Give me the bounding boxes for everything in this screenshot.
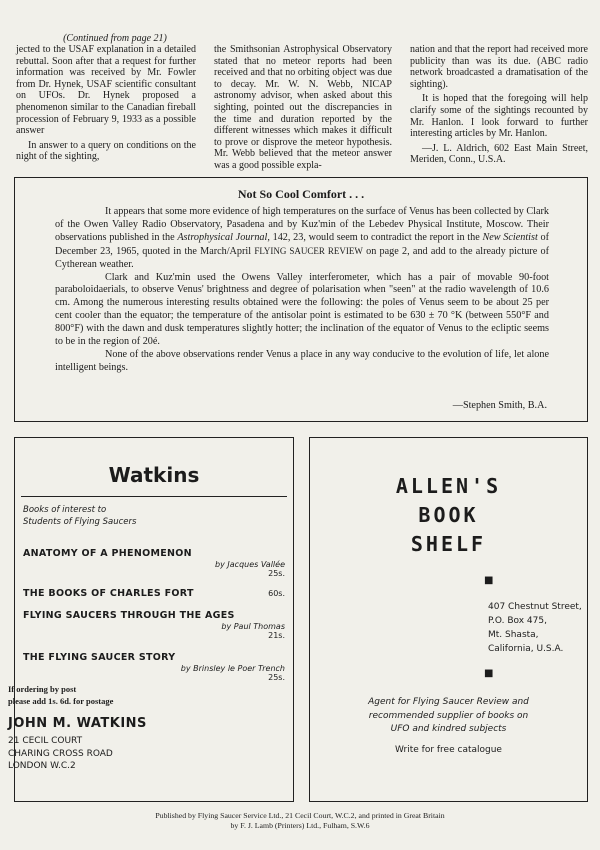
address-line: LONDON W.C.2 <box>8 761 76 771</box>
agent-line: Agent for Flying Saucer Review and <box>368 697 529 707</box>
column-3 <box>410 44 588 169</box>
title-line: SHELF <box>410 532 487 556</box>
article-title: Not So Cool Comfort . . . <box>237 187 365 201</box>
new-scientist-name: New Scientist <box>482 231 538 243</box>
footer-line: Published by Flying Saucer Service Ltd., 21 Cecil Court, W.C.2, and printed in Great Britain <box>155 811 445 820</box>
address-line: CHARING CROSS ROAD <box>8 748 113 759</box>
title-line: BOOK <box>418 503 479 527</box>
col3-signature: —J. L. Aldrich, 602 East Main Street, Meriden, Conn., U.S.A. <box>410 142 588 166</box>
address-line: P.O. Box 475, <box>488 616 547 626</box>
divider <box>21 496 287 497</box>
fsr-name: FLYING SAUCER REVIEW <box>254 245 363 256</box>
book-author: by Jacques Vallée <box>215 560 285 569</box>
column-2 <box>214 44 392 175</box>
book-price: 60s. <box>268 589 285 598</box>
col1-para-2: In answer to a query on conditions on the night of the sighting, <box>16 139 196 163</box>
allens-advert <box>309 437 588 802</box>
watkins-intro: Books of interest to Students of Flying Saucers <box>23 505 137 527</box>
order-line-1: If ordering by post <box>8 684 77 694</box>
order-note <box>8 683 113 707</box>
article-signature: —Stephen Smith, B.A. <box>452 400 547 411</box>
book-item <box>23 588 285 599</box>
bullet-dot: ■ <box>484 668 494 679</box>
book-item <box>23 652 285 682</box>
book-title: FLYING SAUCERS THROUGH THE AGES <box>23 610 235 621</box>
book-author: by Paul Thomas <box>221 622 285 631</box>
p1-text-a: It appears that some more evidence of high temperatures on the surface of Venus has been collected by Clark of the Owen Valley Radio Observatory, Pasadena and by Kuz'min of the Lebedev Physical Institute, Moscow. Their observations published in the <box>55 206 549 243</box>
book-title: ANATOMY OF A PHENOMENON <box>23 548 192 559</box>
catalogue-note: Write for free catalogue <box>395 745 502 755</box>
title-line: ALLEN'S <box>395 474 502 498</box>
allens-agent-note <box>310 696 587 737</box>
book-item <box>23 548 285 578</box>
journal-name: Astrophysical Journal <box>177 231 268 243</box>
bullet-dot: ■ <box>484 575 494 586</box>
watkins-title: Watkins <box>108 463 200 487</box>
col1-para-1: jected to the USAF explanation in a detailed rebuttal. Soon after that a request for further information was received by Mr. Fowler from Dr. Hynek, USAF scientific consultant on UFOs. Dr. Hynek proposed a phenomenon similar to the Canadian fireball procession of February 9, 1933 as a possible answer <box>16 44 196 137</box>
column-1 <box>16 44 196 166</box>
watkins-address <box>8 735 113 773</box>
p1-text-b: , 142, 23, would seem to contradict the report in the <box>267 231 483 243</box>
article-body <box>55 206 549 375</box>
book-row <box>23 588 285 599</box>
col3-para-2: It is hoped that the foregoing will help clarify some of the sightings recounted by Mr. Hanlon. I look forward to further interesting articles by Mr. Hanlon. <box>410 93 588 140</box>
article-para-2: Clark and Kuz'min used the Owens Valley interferometer, which has a pair of movable 90-foot paraboloidaerials, to observe Venus' brightness and degree of polarisation when "seen" at the radio wavelength of 10.6 cm. Among the numerous interesting results obtained were the following: the poles of Venus seem to be about 25 per cent cooler than the equator; the temperature of the antisolar point is estimated to be 630 ± 70 °K (between 550°F and 800°F) with the dawn and dusk temperatures slightly hotter; the inclination of the equator of Venus to the ecliptic seems to be in the region of 20é. <box>55 271 549 348</box>
book-author: by Brinsley le Poer Trench <box>180 664 285 673</box>
footer-line: by F. J. Lamb (Printers) Ltd., Fulham, S.W.6 <box>230 821 370 830</box>
book-price: 25s. <box>268 673 285 682</box>
address-line: California, U.S.A. <box>488 644 564 654</box>
address-line: Mt. Shasta, <box>488 630 539 640</box>
order-line-2: please add 1s. 6d. for postage <box>8 696 114 706</box>
address-line: 21 CECIL COURT <box>8 736 83 746</box>
watkins-company-name: JOHN M. WATKINS <box>8 716 147 731</box>
book-item <box>23 610 285 640</box>
address-line: 407 Chestnut Street, <box>488 602 582 612</box>
book-price: 25s. <box>268 569 285 578</box>
col2-para-1: the Smithsonian Astrophysical Observatory stated that no meteor reports had been received and that no orbiting object was due to decay. Mr. W. N. Webb, NICAP astronomy advisor, when asked about this sighting, pointed out the discrepancies in the time and duration reported by the different witnesses which makes it difficult to prove or disprove the meteor hypothesis. Mr. Webb believed that the meteor answer was a good possible expla- <box>214 44 392 171</box>
p1-text-d: on page 2, and add to the already picture of Cytherean weather. <box>55 245 549 270</box>
agent-line: UFO and kindred subjects <box>390 724 507 734</box>
allens-address <box>488 600 582 656</box>
book-title: THE BOOKS OF CHARLES FORT <box>23 588 194 599</box>
book-title: THE FLYING SAUCER STORY <box>23 652 176 663</box>
article-para-1 <box>55 206 549 272</box>
continued-note: (Continued from page 21) <box>63 33 167 44</box>
col3-para-1: nation and that the report had received more publicity than was its due. (ABC radio network broadcasted a dramatisation of the sighting). <box>410 44 588 90</box>
p1-text-c: of December 23, 1965, quoted in the March/April <box>55 231 549 257</box>
allens-title <box>310 472 587 559</box>
article-para-3: None of the above observations render Venus a place in any way conducive to the evolution of life, let alone intelligent beings. <box>55 348 549 373</box>
agent-line: recommended supplier of books on <box>368 710 529 721</box>
publisher-footer <box>0 811 600 831</box>
venus-article-box <box>14 177 588 422</box>
book-price: 21s. <box>268 631 285 640</box>
